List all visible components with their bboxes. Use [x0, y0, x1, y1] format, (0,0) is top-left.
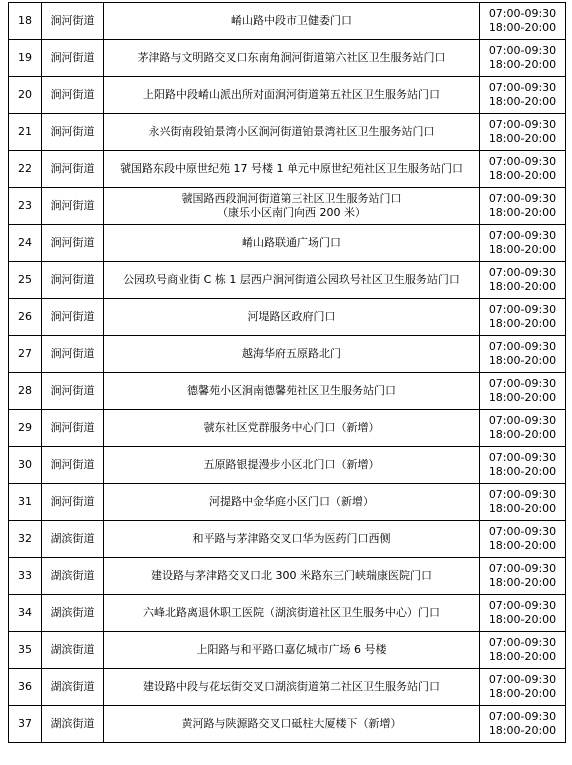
morning-hours: 07:00-09:30: [488, 710, 557, 723]
site-location: [104, 669, 480, 706]
street-name: 涧河街道: [42, 410, 104, 447]
morning-hours: 07:00-09:30: [488, 488, 557, 501]
evening-hours: 18:00-20:00: [488, 613, 557, 626]
street-name: 涧河街道: [42, 3, 104, 40]
service-hours: [480, 484, 566, 521]
street-name: 涧河街道: [42, 373, 104, 410]
morning-hours: 07:00-09:30: [488, 81, 557, 94]
site-location: [104, 484, 480, 521]
service-hours: [480, 706, 566, 743]
service-hours: [480, 299, 566, 336]
service-hours: [480, 336, 566, 373]
table-row: [9, 447, 566, 484]
street-name: 涧河街道: [42, 225, 104, 262]
site-location-line: 建设路中段与花坛街交叉口湖滨街道第二社区卫生服务站门口: [143, 680, 440, 693]
evening-hours: 18:00-20:00: [488, 391, 557, 404]
service-hours: [480, 225, 566, 262]
site-location-line: 崤山路中段市卫健委门口: [231, 14, 352, 27]
evening-hours: 18:00-20:00: [488, 687, 557, 700]
service-hours: [480, 410, 566, 447]
table-row: [9, 151, 566, 188]
table-row: [9, 188, 566, 225]
morning-hours: 07:00-09:30: [488, 7, 557, 20]
row-number: 33: [9, 558, 42, 595]
street-name: 涧河街道: [42, 336, 104, 373]
evening-hours: 18:00-20:00: [488, 95, 557, 108]
service-hours: [480, 373, 566, 410]
table-row: [9, 299, 566, 336]
site-location: [104, 410, 480, 447]
service-hours: [480, 262, 566, 299]
row-number: 34: [9, 595, 42, 632]
site-location: [104, 447, 480, 484]
evening-hours: 18:00-20:00: [488, 650, 557, 663]
site-location: [104, 40, 480, 77]
evening-hours: 18:00-20:00: [488, 280, 557, 293]
row-number: 27: [9, 336, 42, 373]
street-name: 涧河街道: [42, 77, 104, 114]
morning-hours: 07:00-09:30: [488, 377, 557, 390]
site-location-line: 河提路中金华庭小区门口（新增）: [209, 495, 374, 508]
street-name: 湖滨街道: [42, 706, 104, 743]
evening-hours: 18:00-20:00: [488, 317, 557, 330]
site-location-line: 和平路与茅津路交叉口华为医药门口西侧: [192, 532, 391, 545]
site-location: [104, 3, 480, 40]
street-name: 涧河街道: [42, 299, 104, 336]
table-row: [9, 336, 566, 373]
table-row: [9, 669, 566, 706]
morning-hours: 07:00-09:30: [488, 229, 557, 242]
row-number: 26: [9, 299, 42, 336]
street-name: 涧河街道: [42, 447, 104, 484]
site-location: [104, 373, 480, 410]
site-location-line: 崤山路联通广场门口: [242, 236, 341, 249]
evening-hours: 18:00-20:00: [488, 169, 557, 182]
table-row: [9, 114, 566, 151]
site-location: [104, 558, 480, 595]
service-hours: [480, 77, 566, 114]
table-row: [9, 225, 566, 262]
morning-hours: 07:00-09:30: [488, 266, 557, 279]
service-hours: [480, 595, 566, 632]
site-location-line: 六峰北路离退休职工医院（湖滨街道社区卫生服务中心）门口: [143, 606, 440, 619]
table-row: [9, 595, 566, 632]
evening-hours: 18:00-20:00: [488, 502, 557, 515]
table-row: [9, 558, 566, 595]
site-location: [104, 632, 480, 669]
site-location: [104, 77, 480, 114]
table-row: [9, 706, 566, 743]
table-row: [9, 40, 566, 77]
row-number: 36: [9, 669, 42, 706]
table-row: [9, 77, 566, 114]
site-location: [104, 225, 480, 262]
morning-hours: 07:00-09:30: [488, 192, 557, 205]
morning-hours: 07:00-09:30: [488, 155, 557, 168]
row-number: 24: [9, 225, 42, 262]
service-hours: [480, 558, 566, 595]
morning-hours: 07:00-09:30: [488, 562, 557, 575]
table-row: [9, 262, 566, 299]
service-hours: [480, 40, 566, 77]
service-hours: [480, 188, 566, 225]
site-location: [104, 299, 480, 336]
evening-hours: 18:00-20:00: [488, 576, 557, 589]
street-name: 湖滨街道: [42, 595, 104, 632]
morning-hours: 07:00-09:30: [488, 340, 557, 353]
site-location: [104, 595, 480, 632]
morning-hours: 07:00-09:30: [488, 673, 557, 686]
site-location-line: 虢东社区党群服务中心门口（新增）: [203, 421, 380, 434]
site-location-line: 越海华府五原路北门: [242, 347, 341, 360]
row-number: 19: [9, 40, 42, 77]
site-location: [104, 706, 480, 743]
site-location-line: 黄河路与陕源路交叉口砥柱大厦楼下（新增）: [181, 717, 402, 730]
street-name: 涧河街道: [42, 188, 104, 225]
table-row: [9, 373, 566, 410]
site-location: [104, 151, 480, 188]
table-row: [9, 410, 566, 447]
table-row: [9, 484, 566, 521]
site-location: [104, 262, 480, 299]
evening-hours: 18:00-20:00: [488, 58, 557, 71]
site-location-line: 建设路与茅津路交叉口北 300 米路东三门峡瑞康医院门口: [151, 569, 432, 582]
site-location-line: 永兴街南段铂景湾小区涧河街道铂景湾社区卫生服务站门口: [148, 125, 435, 138]
morning-hours: 07:00-09:30: [488, 525, 557, 538]
service-hours: [480, 447, 566, 484]
site-location-line: 茅津路与文明路交叉口东南角涧河街道第六社区卫生服务站门口: [137, 51, 446, 64]
site-location-line: 虢国路西段涧河街道第三社区卫生服务站门口: [181, 192, 402, 205]
row-number: 31: [9, 484, 42, 521]
row-number: 30: [9, 447, 42, 484]
evening-hours: 18:00-20:00: [488, 539, 557, 552]
service-hours: [480, 632, 566, 669]
evening-hours: 18:00-20:00: [488, 354, 557, 367]
testing-sites-table: [8, 2, 566, 743]
evening-hours: 18:00-20:00: [488, 465, 557, 478]
table-row: [9, 3, 566, 40]
evening-hours: 18:00-20:00: [488, 428, 557, 441]
morning-hours: 07:00-09:30: [488, 414, 557, 427]
service-hours: [480, 151, 566, 188]
site-location-line: 德馨苑小区涧南德馨苑社区卫生服务站门口: [187, 384, 396, 397]
morning-hours: 07:00-09:30: [488, 44, 557, 57]
morning-hours: 07:00-09:30: [488, 636, 557, 649]
evening-hours: 18:00-20:00: [488, 206, 557, 219]
service-hours: [480, 521, 566, 558]
site-location-line: 五原路银提漫步小区北门口（新增）: [203, 458, 380, 471]
street-name: 湖滨街道: [42, 558, 104, 595]
street-name: 湖滨街道: [42, 521, 104, 558]
site-location-note: （康乐小区南门向西 200 米）: [217, 206, 366, 219]
site-location: [104, 114, 480, 151]
street-name: 涧河街道: [42, 151, 104, 188]
row-number: 28: [9, 373, 42, 410]
row-number: 21: [9, 114, 42, 151]
row-number: 37: [9, 706, 42, 743]
row-number: 29: [9, 410, 42, 447]
row-number: 23: [9, 188, 42, 225]
evening-hours: 18:00-20:00: [488, 21, 557, 34]
site-location: [104, 336, 480, 373]
table-row: [9, 632, 566, 669]
row-number: 25: [9, 262, 42, 299]
morning-hours: 07:00-09:30: [488, 451, 557, 464]
row-number: 18: [9, 3, 42, 40]
row-number: 22: [9, 151, 42, 188]
morning-hours: 07:00-09:30: [488, 303, 557, 316]
service-hours: [480, 3, 566, 40]
evening-hours: 18:00-20:00: [488, 243, 557, 256]
site-location: [104, 188, 480, 225]
service-hours: [480, 669, 566, 706]
evening-hours: 18:00-20:00: [488, 724, 557, 737]
site-location: [104, 521, 480, 558]
site-location-line: 虢国路东段中原世纪苑 17 号楼 1 单元中原世纪苑社区卫生服务站门口: [120, 162, 463, 175]
row-number: 32: [9, 521, 42, 558]
site-location-line: 上阳路与和平路口嘉亿城市广场 6 号楼: [196, 643, 387, 656]
evening-hours: 18:00-20:00: [488, 132, 557, 145]
street-name: 涧河街道: [42, 40, 104, 77]
site-location-line: 河堤路区政府门口: [247, 310, 336, 323]
street-name: 湖滨街道: [42, 632, 104, 669]
street-name: 涧河街道: [42, 484, 104, 521]
street-name: 湖滨街道: [42, 669, 104, 706]
site-location-line: 上阳路中段崤山派出所对面涧河街道第五社区卫生服务站门口: [143, 88, 440, 101]
service-hours: [480, 114, 566, 151]
table-row: [9, 521, 566, 558]
street-name: 涧河街道: [42, 114, 104, 151]
row-number: 20: [9, 77, 42, 114]
morning-hours: 07:00-09:30: [488, 118, 557, 131]
morning-hours: 07:00-09:30: [488, 599, 557, 612]
row-number: 35: [9, 632, 42, 669]
site-location-line: 公园玖号商业街 C 栋 1 层西户涧河街道公园玖号社区卫生服务站门口: [123, 273, 460, 286]
street-name: 涧河街道: [42, 262, 104, 299]
